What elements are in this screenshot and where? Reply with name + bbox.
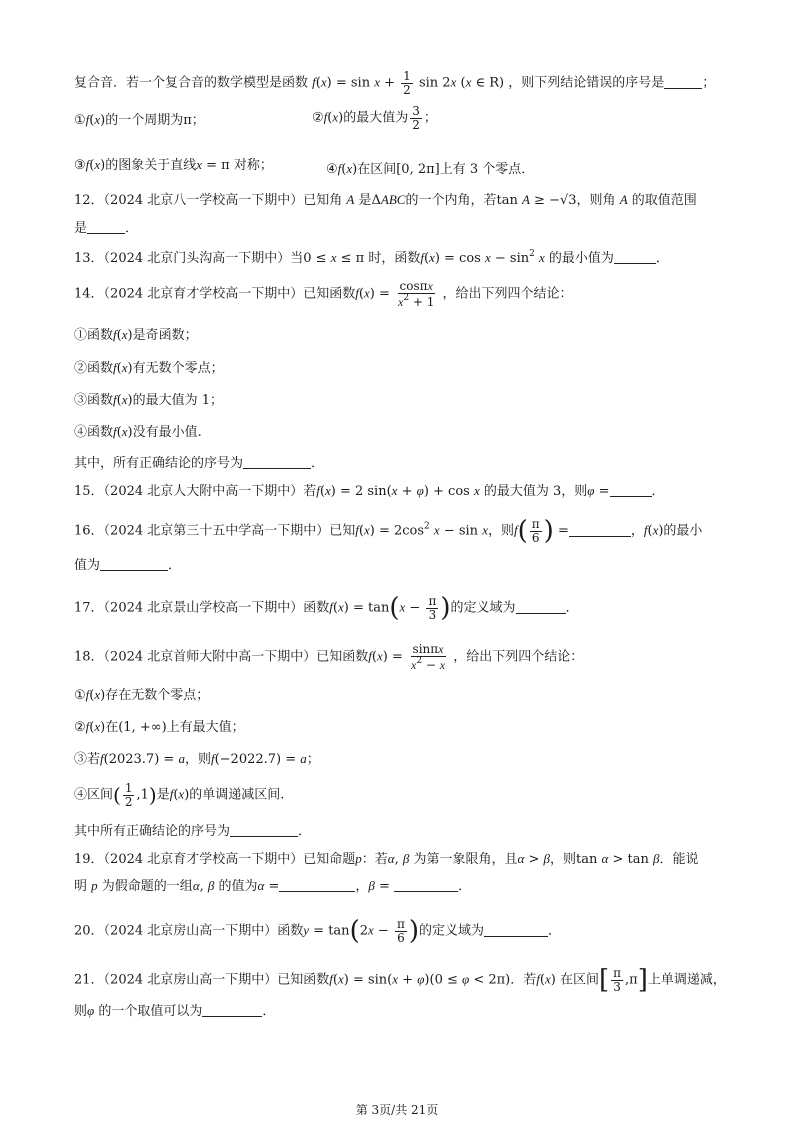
formula: f [312, 74, 316, 90]
q11-choice-2: ②f(x)的最大值为 $\frac{3}{2}$ ； [312, 104, 437, 132]
q18-statement-4: ④区间( $\frac{1}{2}$ ,1)是f(x)的单调递减区间. [74, 781, 285, 809]
q14-statement-2: ②函数f(x)有无数个零点； [74, 360, 224, 376]
q21-line1: 21．（2024 北京房山高一下期中）已知函数f(x) = sin(x + φ)(0 ≤ φ < 2π)．若f(x) 在区间[ $\frac{\pi}{3}$ ,π]上单调递减， [74, 965, 726, 996]
q18-statement-3: ③若f(2023.7) = a，则f(−2022.7) = a； [74, 751, 320, 767]
q11-choice-1: ①f(x)的一个周期为π； [74, 112, 205, 128]
fraction: $\frac{\pi}{3}$ [613, 966, 622, 994]
q15-line: 15．（2024 北京人大附中高一下期中）若f(x) = 2 sin(x + φ) + cos x 的最大值为 3，则φ = ． [74, 483, 665, 499]
q14-line: 14．（2024 北京育才学校高一下期中）已知函数f(x) = $\frac{\cos\pi x}{x^2 + 1}$ ，给出下列四个结论： [74, 279, 573, 309]
q20-line: 20．（2024 北京房山高一下期中）函数y = tan(2x − $\frac{\pi}{6}$ )的定义域为 ． [74, 916, 562, 947]
answer-blank [202, 1003, 262, 1017]
q17-line: 17．（2024 北京景山学校高一下期中）函数f(x) = tan(x − $\frac{\pi}{3}$ )的定义域为 ． [74, 593, 579, 624]
answer-blank [279, 878, 355, 892]
q19-line2: 明 p 为假命题的一组α, β 的值为α = ，β = ． [74, 878, 472, 894]
q14-conclusion: 其中，所有正确结论的序号为 ． [74, 456, 325, 471]
q18-statement-2: ②f(x)在(1, +∞)上有最大值； [74, 719, 245, 735]
answer-blank [569, 523, 631, 537]
fraction: $\frac{\cos\pi x}{x^2 + 1}$ [397, 279, 435, 309]
q14-statement-3: ③函数f(x)的最大值为 1； [74, 392, 223, 408]
q18-line: 18．（2024 北京首师大附中高一下期中）已知函数f(x) = $\frac{\sin\pi x}{x^2 - x}$ ，给出下列四个结论： [74, 642, 584, 672]
answer-blank [100, 557, 168, 571]
q11-choice-4: ④f(x)在区间[0, 2π]上有 3 个零点． [326, 161, 535, 177]
answer-blank [484, 923, 548, 937]
fraction: $\frac{\pi}{6}$ [531, 517, 540, 545]
fraction: $\frac{1}{2}$ [124, 781, 133, 809]
fraction: $\frac{1}{2}$ [403, 69, 411, 97]
answer-blank [516, 600, 566, 614]
q13-line: 13．（2024 北京门头沟高一下期中）当0 ≤ x ≤ π 时，函数$f(x) = \cos x - \sin^2 x$ 的最小值为 ． [74, 249, 669, 266]
fraction: $\frac{\pi}{6}$ [396, 917, 405, 945]
q19-line1: 19．（2024 北京育才学校高一下期中）已知命题p：若α, β 为第一象限角，且α > β，则tan α > tan β．能说 [74, 851, 699, 867]
q11-choice-3: ③f(x)的图象关于直线x = π 对称； [74, 157, 273, 173]
fraction: $\frac{3}{2}$ [412, 104, 420, 132]
q18-conclusion: 其中所有正确结论的序号为 ． [74, 824, 312, 839]
page-footer: 第 3页/共 21页 [355, 1103, 439, 1117]
fraction: $\frac{\sin\pi x}{x^2 - x}$ [410, 642, 446, 672]
q11-line1: 复合音．若一个复合音的数学模型是函数 f(x) = sin x + $\frac{1}{2}$ sin 2x (x ∈ R) ，则下列结论错误的序号是 ； [74, 69, 716, 97]
q14-statement-4: ④函数f(x)没有最小值. [74, 424, 202, 440]
q14-statement-1: ①函数f(x)是奇函数； [74, 327, 198, 343]
answer-blank [87, 220, 125, 234]
q12-line1: 12．（2024 北京八一学校高一下期中）已知角 A 是ΔABC的一个内角，若tan A ≥ −√3，则角 A 的取值范围 [74, 192, 697, 208]
answer-blank [614, 250, 656, 264]
q12-line2: 是 ． [74, 221, 139, 236]
answer-blank [664, 75, 702, 89]
q18-statement-1: ①f(x)存在无数个零点； [74, 687, 210, 703]
answer-blank [243, 455, 311, 469]
answer-blank [610, 483, 652, 497]
answer-blank [230, 823, 298, 837]
q16-line1: 16．（2024 北京第三十五中学高一下期中）已知$f(x) = 2\cos^2$ x − sin x，则f( $\frac{\pi}{6}$ ) = ，f(x)的最小 [74, 516, 703, 547]
q21-line2: 则φ 的一个取值可以为 ． [74, 1003, 276, 1019]
answer-blank [394, 878, 458, 892]
fraction: $\frac{\pi}{3}$ [428, 594, 437, 622]
q16-line2: 值为 ． [74, 558, 182, 573]
